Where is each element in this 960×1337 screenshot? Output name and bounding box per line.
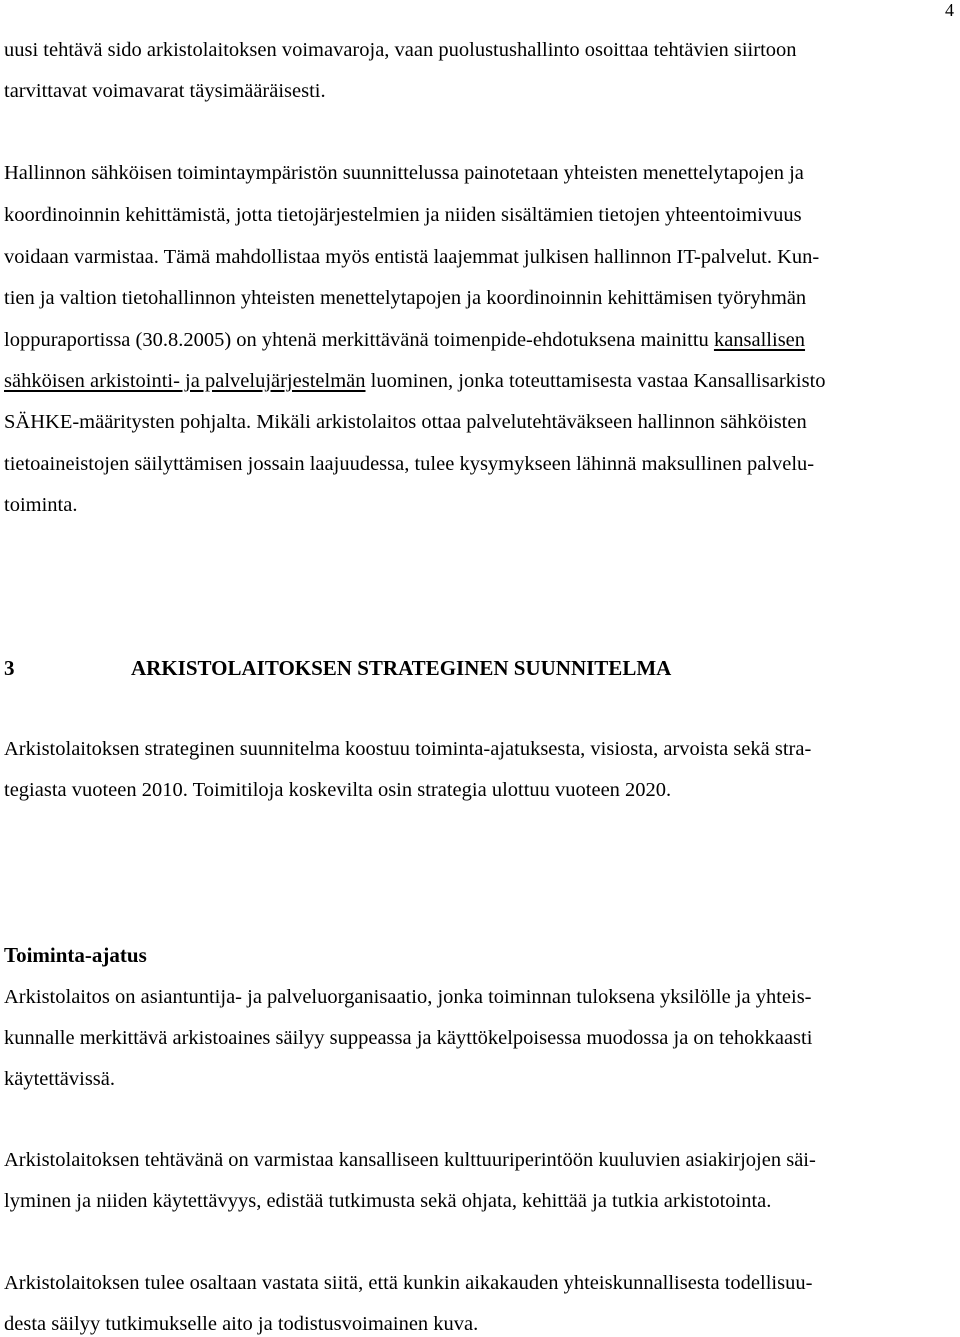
toiminta-para-1-line-3: käytettävissä. (4, 1068, 116, 1090)
page-number: 4 (945, 0, 954, 20)
paragraph-2-line-5-text: loppuraportissa (30.8.2005) on yhtenä merkittävänä toimenpide-ehdotuksena mainittu (4, 329, 714, 351)
section-number: 3 (4, 656, 15, 680)
paragraph-2-line-5 (4, 327, 805, 353)
section-3-line-1: Arkistolaitoksen strateginen suunnitelma koostuu toiminta-ajatuksesta, visiosta, arvoista sekä stra- (4, 738, 812, 760)
paragraph-2-line-3: voidaan varmistaa. Tämä mahdollistaa myös entistä laajemmat julkisen hallinnon IT-palvelut. Kun- (4, 246, 820, 268)
section-title: ARKISTOLAITOKSEN STRATEGINEN SUUNNITELMA (131, 656, 672, 680)
paragraph-1-line-1: uusi tehtävä sido arkistolaitoksen voimavaroja, vaan puolustushallinto osoittaa tehtävien siirtoon (4, 39, 797, 61)
toiminta-para-1-line-2: kunnalle merkittävä arkistoaines säilyy suppeassa ja käyttökelpoisessa muodossa ja on tehokkaasti (4, 1027, 813, 1049)
paragraph-2-line-2: koordinoinnin kehittämistä, jotta tietojärjestelmien ja niiden sisältämien tietojen yhteentoimivuus (4, 204, 802, 226)
paragraph-2-line-6-text: luominen, jonka toteuttamisesta vastaa Kansallisarkisto (365, 370, 826, 392)
underlined-term-part-1: kansallisen (713, 329, 806, 351)
toiminta-para-2-line-2: lyminen ja niiden käytettävyys, edistää tutkimusta sekä ohjata, kehittää ja tutkia arkistotointa. (4, 1190, 772, 1212)
toiminta-para-3-line-1: Arkistolaitoksen tulee osaltaan vastata siitä, että kunkin aikakauden yhteiskunnallisesta todellisuu- (4, 1272, 813, 1294)
toiminta-para-3-line-2: desta säilyy tutkimukselle aito ja todistusvoimainen kuva. (4, 1313, 479, 1335)
subheading-toiminta-ajatus: Toiminta-ajatus (4, 943, 147, 967)
toiminta-para-1-line-1: Arkistolaitos on asiantuntija- ja palveluorganisaatio, jonka toiminnan tuloksena yksilölle ja yhteis- (4, 986, 812, 1008)
paragraph-1-line-2: tarvittavat voimavarat täysimääräisesti. (4, 80, 326, 102)
underlined-term-part-2: sähköisen arkistointi- ja palvelujärjestelmän (4, 370, 366, 392)
section-3-line-2: tegiasta vuoteen 2010. Toimitiloja koskevilta osin strategia ulottuu vuoteen 2020. (4, 779, 672, 801)
paragraph-2-line-1: Hallinnon sähköisen toimintaympäristön suunnittelussa painotetaan yhteisten menettelytapojen ja (4, 162, 804, 184)
paragraph-2-line-7: SÄHKE-määritysten pohjalta. Mikäli arkistolaitos ottaa palvelutehtäväkseen hallinnon sähköisten (4, 411, 807, 433)
paragraph-2-line-9: toiminta. (4, 494, 78, 516)
paragraph-2-line-4: tien ja valtion tietohallinnon yhteisten menettelytapojen ja koordinoinnin kehittämisen työryhmän (4, 287, 807, 309)
paragraph-2-line-8: tietoaineistojen säilyttämisen jossain laajuudessa, tulee kysymykseen lähinnä maksullinen palvelu- (4, 453, 815, 475)
paragraph-2-line-6 (4, 368, 826, 394)
toiminta-para-2-line-1: Arkistolaitoksen tehtävänä on varmistaa kansalliseen kulttuuriperintöön kuuluvien asiakirjojen säi- (4, 1149, 816, 1171)
